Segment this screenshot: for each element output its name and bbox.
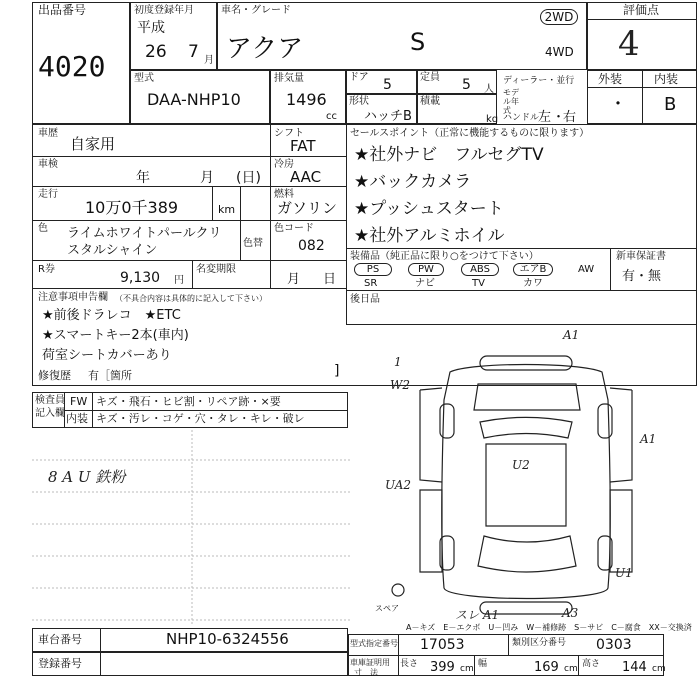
lot-label: 出品番号 (38, 3, 87, 17)
equip-abs: ABS (461, 263, 499, 276)
model-label: 型式 (134, 73, 154, 84)
drive-2wd: 2WD (540, 9, 578, 25)
mark-u2: U2 (512, 458, 530, 472)
score-label: 評価点 (623, 3, 660, 17)
ext-label: 外装 (598, 72, 623, 86)
inspection-month: 月 (200, 170, 214, 186)
damage-legend: A－キズ E－エクボ U－凹み W－補修跡 S－サビ C－腐食 XX－交換済 (406, 623, 692, 632)
color-value-1: ライムホワイトパールクリ (67, 226, 222, 241)
displacement-label: 排気量 (274, 73, 304, 84)
score-value: 4 (618, 24, 640, 64)
mark-ua2: UA2 (385, 478, 412, 492)
mark-scrape-a1: スレ A1 (455, 608, 500, 622)
handle-dot: ・ (552, 110, 566, 125)
repair-value: 有［箇所 (88, 369, 132, 382)
model-spec-label: 型式指定番号 (350, 639, 398, 648)
title-expiry-day: 日 (323, 272, 337, 287)
shift-value: FAT (290, 137, 316, 155)
certificate-sub: 寸 法 (354, 668, 378, 677)
load-label: 積載 (420, 96, 440, 107)
color-value-2: スタルシャイン (67, 243, 158, 258)
history-value: 自家用 (70, 135, 116, 153)
note-2: ★スマートキー2本(車内) (42, 328, 189, 343)
rear-seat-label: 後日品 (350, 294, 380, 305)
displacement-value: 1496 (286, 90, 327, 109)
first-reg-year: 26 (145, 42, 167, 62)
mark-a1-right: A1 (640, 432, 657, 446)
repair-label: 修復歴 (38, 369, 71, 382)
ac-value: AAC (290, 168, 322, 186)
shape-label: 形状 (349, 96, 369, 107)
equip-sr: SR (364, 278, 378, 289)
mark-a1-top: A1 (563, 328, 580, 342)
recycle-value: 9,130 (120, 270, 161, 286)
spare-label: スペア (375, 604, 399, 613)
notes-label: 注意事項申告欄 (38, 292, 108, 303)
int-label: 内装 (654, 72, 679, 86)
equip-ps: PS (354, 263, 392, 276)
sales-point-4: ★社外アルミホイル (354, 226, 505, 246)
car-diagram (380, 340, 680, 620)
recycle-label: R券 (38, 264, 55, 275)
sales-point-3: ★プッシュスタート (354, 199, 504, 219)
ext-value: ・ (609, 94, 627, 115)
color-code: 082 (298, 238, 325, 254)
inspector-interior: 内装 (66, 412, 88, 425)
inspection-label: 車検 (38, 159, 58, 170)
inspector-label-1: 検査員 (35, 395, 65, 406)
sales-point-2: ★バックカメラ (354, 172, 472, 192)
model-value: DAA-NHP10 (147, 90, 241, 109)
note-3: 荷室シートカバーあり (42, 348, 172, 363)
certificate-label: 車庫証明用 (350, 658, 390, 667)
equip-tv: TV (472, 278, 485, 289)
name-label: 車名・グレード (221, 5, 291, 16)
color-label: 色 (38, 223, 48, 234)
inspection-day: (日) (236, 170, 261, 186)
equip-aw: AW (578, 264, 595, 275)
sales-points-label: セールスポイント（正常に機能するものに限ります） (350, 128, 590, 139)
width-label: 幅 (478, 659, 488, 669)
model-year-label: モデル年式 (503, 88, 519, 115)
mileage-label: 走行 (38, 189, 58, 200)
notes-sub: （不具合内容は具体的に記入して下さい） (115, 294, 267, 303)
note-1: ★前後ドラレコ ★ETC (42, 308, 181, 323)
inspector-row-2: キズ・汚レ・コゲ・穴・タレ・キレ・破レ (96, 412, 305, 425)
displacement-unit: cc (326, 111, 337, 122)
history-label: 車歴 (38, 128, 58, 139)
chassis-value: NHP10-6324556 (166, 630, 289, 648)
equip-pw: PW (408, 263, 444, 276)
height-unit: cm (652, 664, 666, 674)
doors-value: 5 (383, 77, 392, 93)
width-value: 169 (534, 660, 559, 675)
color-code-label: 色コード (274, 223, 314, 234)
equip-airbag: エアB (513, 263, 553, 276)
shift-label: シフト (274, 128, 304, 139)
car-grade: S (410, 28, 426, 56)
title-expiry-label: 名変期限 (196, 264, 236, 275)
length-value: 399 (430, 660, 455, 675)
inspection-year: 年 (136, 170, 150, 186)
drive-4wd: 4WD (545, 45, 574, 59)
equip-navi: ナビ (415, 278, 435, 289)
handle-right: 右 (563, 110, 577, 125)
int-value: B (664, 94, 677, 115)
equip-leather: カワ (523, 278, 543, 289)
doors-label: ドア (349, 72, 369, 83)
first-reg-month-unit: 月 (204, 55, 214, 66)
lot-number: 4020 (38, 50, 106, 83)
inspector-row-1: キズ・飛石・ヒビ割・リペア跡・×要 (96, 395, 281, 408)
inspector-fw: FW (70, 395, 88, 408)
handle-label: ハンドル (503, 113, 540, 123)
dealer-label: ディーラー・並行 (503, 76, 575, 86)
first-reg-month: 7 (188, 42, 199, 62)
title-expiry-month: 月 (287, 272, 301, 287)
mileage-unit: km (218, 203, 236, 216)
memo-lines (32, 430, 352, 630)
mileage-value: 10万0千389 (85, 198, 179, 217)
capacity-unit: 人 (484, 84, 494, 95)
class-value: 0303 (596, 637, 632, 653)
fuel-value: ガソリン (277, 199, 338, 217)
mark-a3: A3 (562, 606, 579, 620)
sales-point-1: ★社外ナビ フルセグTV (354, 145, 544, 165)
first-reg-label: 初度登録年月 (134, 5, 194, 16)
warranty-label: 新車保証書 (616, 251, 666, 262)
warranty-value: 有・無 (622, 269, 662, 284)
color-change-label: 色替 (243, 238, 263, 249)
repair-bracket: ] (334, 363, 340, 379)
recycle-unit: 円 (174, 275, 184, 286)
model-spec-value: 17053 (420, 637, 465, 653)
registration-label: 登録番号 (38, 657, 82, 670)
load-unit: kg (486, 114, 499, 125)
handwritten-note: 8 A U 鉄粉 (48, 468, 126, 486)
inspector-label-2: 記入欄 (35, 408, 65, 419)
mark-1: 1 (394, 355, 402, 369)
chassis-label: 車台番号 (38, 633, 82, 646)
class-label: 類別区分番号 (512, 638, 567, 648)
car-name: アクア (226, 34, 304, 64)
mark-u1: U1 (615, 566, 633, 580)
length-unit: cm (460, 664, 474, 674)
capacity-value: 5 (462, 77, 471, 93)
shape-value: ハッチB (364, 109, 412, 124)
capacity-label: 定員 (420, 72, 440, 83)
height-value: 144 (622, 660, 647, 675)
ac-label: 冷房 (274, 159, 294, 170)
fuel-label: 燃料 (274, 189, 294, 200)
first-reg-era: 平成 (137, 20, 165, 36)
length-label: 長さ (400, 659, 419, 669)
handle-left: 左 (538, 110, 552, 125)
width-unit: cm (564, 664, 578, 674)
height-label: 高さ (582, 659, 601, 669)
equipment-label: 装備品（純正品に限り○をつけて下さい） (350, 251, 539, 262)
mark-w2: W2 (390, 378, 410, 392)
